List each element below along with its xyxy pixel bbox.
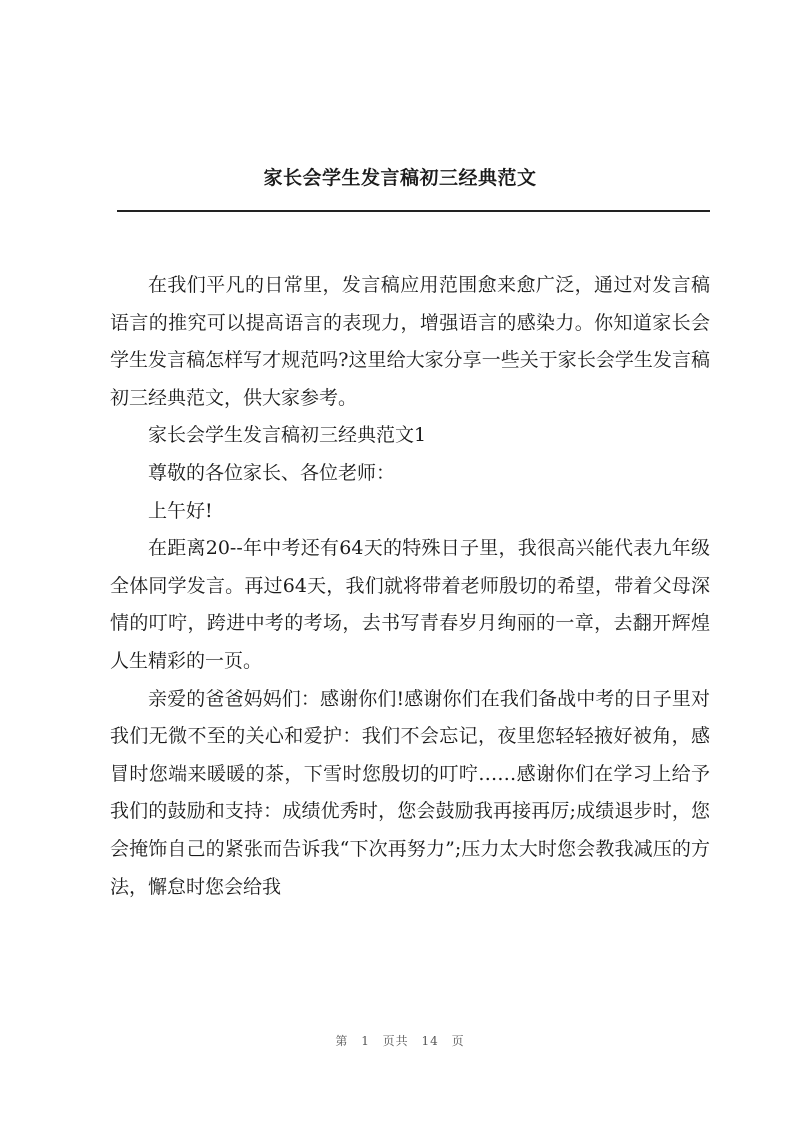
total-unit: 页 [451,1034,465,1048]
total-pages: 14 [421,1034,439,1048]
page-number: 1 [361,1034,370,1048]
page-label: 第 [335,1034,349,1048]
greeting: 上午好! [148,499,213,522]
title-underline [117,210,710,212]
page-unit: 页共 [382,1034,409,1048]
body-paragraph: 亲爱的爸爸妈妈们：感谢你们!感谢你们在我们备战中考的日子里对我们无微不至的关心和爱护：我们不会忘记，夜里您轻轻掖好被角，感冒时您端来暖暖的茶，下雪时您殷切的叮咛……感谢你们在学习上给予我们的鼓励和支持：成绩优秀时，您会鼓励我再接再厉;成绩退步时，您会掩饰自己的紧张而告诉我“下次再努力”;压力太大时您会教我减压的方法，懈怠时您会给我 [110,687,710,898]
intro-paragraph: 在我们平凡的日常里，发言稿应用范围愈来愈广泛，通过对发言稿语言的推究可以提高语言的表现力，增强语言的感染力。你知道家长会学生发言稿怎样写才规范吗?这里给大家分享一些关于家长会学生发言稿初三经典范文，供大家参考。 [110,274,710,409]
document-title: 家长会学生发言稿初三经典范文 [263,167,537,189]
body-paragraph: 在距离20--年中考还有64天的特殊日子里，我很高兴能代表九年级全体同学发言。再过64天，我们就将带着老师殷切的希望，带着父母深情的叮咛，跨进中考的考场，去书写青春岁月绚丽的一章，去翻开辉煌人生精彩的一页。 [110,537,710,672]
salutation: 尊敬的各位家长、各位老师： [148,461,396,484]
page-footer [0,1032,800,1049]
document-body [110,267,710,906]
section-heading: 家长会学生发言稿初三经典范文1 [148,424,427,447]
